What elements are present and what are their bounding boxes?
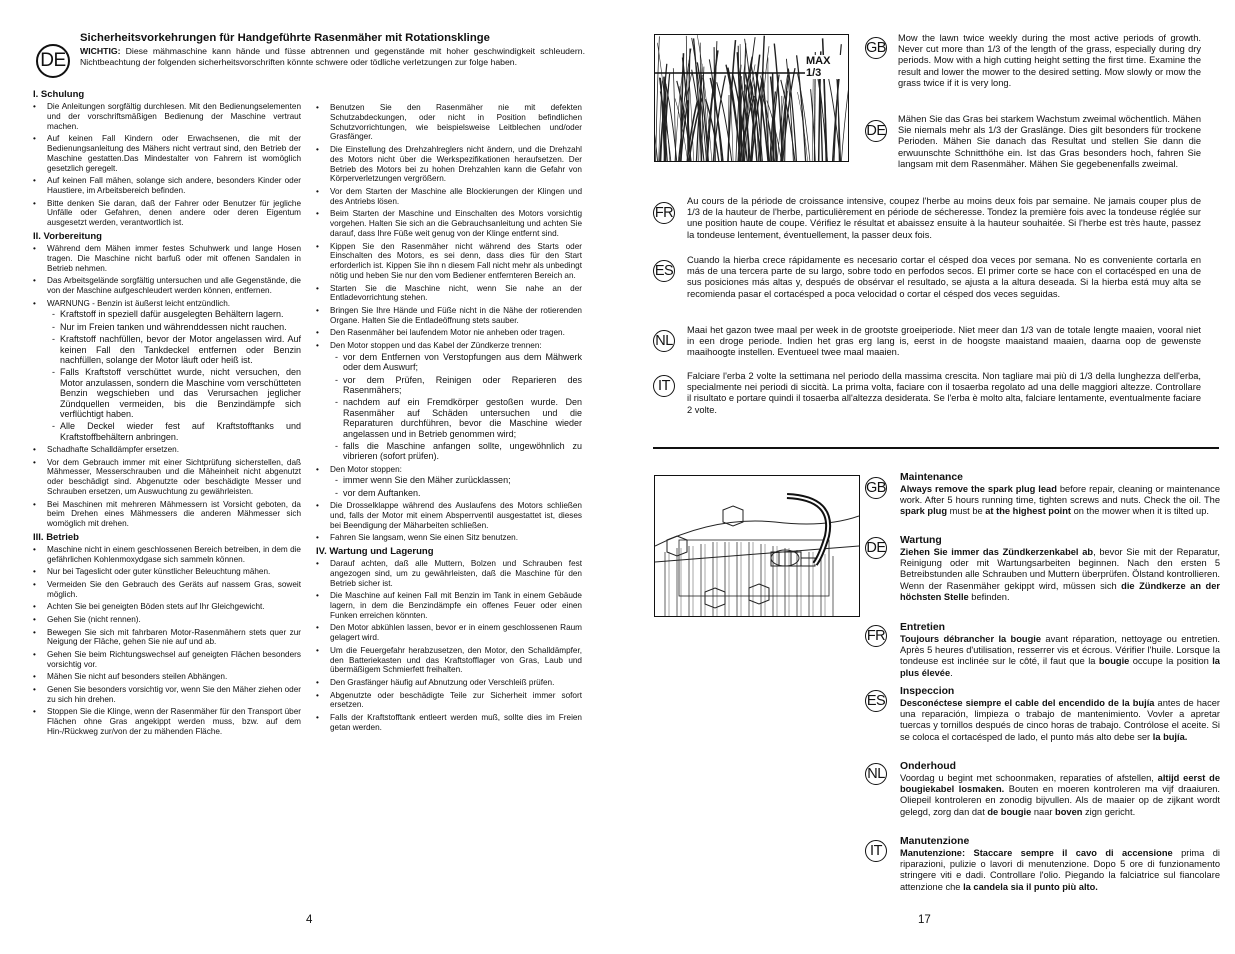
list-item-text: Achten Sie bei geneigten Böden stets auf Ihr Gleichgewicht. xyxy=(47,602,265,612)
list-item-text: Das Arbeitsgelände sorgfältig untersuchen und alle Gegenstände, die von der Maschine aufgeschleudert werden können, entfernen. xyxy=(47,276,301,295)
list-item-text: Mähen Sie nicht auf besonders steilen Abhängen. xyxy=(47,672,228,682)
emphasis-text: la plus élevée xyxy=(900,656,1220,678)
list-item xyxy=(33,299,301,443)
list-item xyxy=(33,276,301,296)
section-heading: IV. Wartung und Lagerung xyxy=(316,545,434,557)
right-page xyxy=(617,0,1235,954)
sub-list-item: - Nur im Freien tanken und währenddessen nicht rauchen. xyxy=(47,322,301,332)
list-item-text: Den Motor stoppen und das Kabel der Zündkerze trennen: xyxy=(330,340,542,350)
list-item-text: Kippen Sie den Rasenmäher nicht während des Starts oder Einschalten des Motors, es sei denn, dass dies für den Start erforderlich ist. Kippen Sie ihn n diesem Fall nicht mehr als unbedingt nötig und heben Sie nur den vom Bediener entfernteren Bereich an. xyxy=(330,241,582,280)
body-text: occupe la position xyxy=(1129,656,1213,667)
list-item-text: Falls der Kraftstofftank entleert werden muß, sollte dies im Freien getan werden. xyxy=(330,712,582,732)
emphasis-text: at the highest point xyxy=(985,506,1071,517)
language-badge-de-maint: DE xyxy=(865,537,887,559)
emphasis-text: Desconéctese siempre el cable del encendido de la bujía xyxy=(900,698,1155,708)
list-item-text: Vermeiden Sie den Gebrauch des Geräts auf nassem Gras, soweit möglich. xyxy=(47,579,301,599)
grass-blade xyxy=(798,74,810,161)
maintenance-gb xyxy=(900,472,1220,518)
list-item-text: Bitte denken Sie daran, daß der Fahrer oder Benutzer für jegliche Unfälle oder Gefahren, denen andere oder deren Eigentum ausgesetzt werden, verantwortlich ist. xyxy=(47,198,301,228)
list-item-text: Vor dem Gebrauch immer mit einer Sichtprüfung sicherstellen, daß Mähmesser, Messerschrauben und die Mäheinheit nicht abgenutzt oder beschädigt sind. Abgenutzte oder beschädigte Messer und Schrauben ersetzen, um Auswuchtung zu gewährleisten. xyxy=(47,457,301,496)
section-heading: I. Schulung xyxy=(33,89,85,100)
list-item-text: Um die Feuergefahr herabzusetzen, den Motor, den Schalldämpfer, den Batteriekasten und das Kraftstofflager von Gras, Laub und übermäßigem Schmierfett freihalten. xyxy=(330,645,582,675)
list-item xyxy=(316,145,582,184)
mow-text-de: Mähen Sie das Gras bei starkem Wachstum zweimal wöchentlich. Mähen Sie niemals mehr als 1/3 der Graslänge. Dies gilt besonders für trockene Perioden. Mähen Sie danach das Resultat und stellen Sie dann die erwuunschte Schnitthöhe ein. Ist das Gras besonders hoch, fahren Sie langsam mit dem Rasenmäher. Mähen Sie gegebenenfalls zweimal. xyxy=(898,114,1201,169)
body-text: befinden. xyxy=(968,591,1010,602)
list-item-text: Auf keinen Fall Kindern oder Erwachsenen, die mit der Bedienungsanleitung des Mähers nicht vertraut sind, den Betrieb der Maschine gestatten.Das Mindestalter von Fahrern ist womöglich gesetzlich geregelt. xyxy=(47,134,301,173)
page-number-right: 17 xyxy=(918,914,931,926)
emphasis-text: bougie xyxy=(1098,656,1130,667)
list-item xyxy=(316,691,582,711)
language-badge-nl-maint: NL xyxy=(865,763,887,785)
maintenance-de xyxy=(900,535,1220,603)
list-item xyxy=(33,580,301,600)
list-item xyxy=(316,306,582,326)
body-text: , bevor Sie mit der Reparatur, Reinigung oder mit Wartungsarbeiten beginnen. Nach den ersten 5 Betreibstunden alle Schrauben und Muttern überprüfen. Ölstand kontrollieren. Wenn der Rasenmäher gekippt wird, müssen sich xyxy=(900,547,1220,591)
mower-maintenance-illustration xyxy=(654,475,860,617)
middle-column xyxy=(316,103,582,735)
list-item xyxy=(33,615,301,625)
language-badge-de: DE xyxy=(36,44,70,78)
body-text: before repair, cleaning or maintenance work. After 5 hours running time, tighten screws and nuts. Check the oil. The xyxy=(900,484,1220,506)
body-text: naar xyxy=(1031,806,1056,817)
language-badge-nl-mow: NL xyxy=(653,330,675,352)
bullet-list xyxy=(33,244,301,529)
maintenance-heading: Entretien xyxy=(900,622,946,633)
grass-illustration-icon xyxy=(655,35,848,161)
sub-list xyxy=(47,309,301,442)
list-item-text: Die Anleitungen sorgfältig durchlesen. Mit den Bedienungselementen und der vorschriftsmäßigen Bedienung der Maschine vertraut machen. xyxy=(47,102,301,131)
list-item-text: Nur bei Tageslicht oder guter künstlicher Beleuchtung mähen. xyxy=(47,567,271,577)
list-item xyxy=(33,707,301,736)
body-text: Bouten en moeren kontroleren ma vijf draaiuren. Oliepeil kontroleren en zonodig bijvullen. Als de maaier op de zijkant wordt gelegd, zorg dan dat xyxy=(900,784,1220,817)
maintenance-heading: Manutenzione xyxy=(900,836,970,847)
list-item-text: Schadhafte Schalldämpfer ersetzen. xyxy=(47,445,179,454)
body-text: avant réparation, nettoyage ou entretien. Après 5 heures d'utilisation, resserrer vis et écrous. Vérifier l'huile. Lorsque la tondeuse est inclinée sur le côté, il faut que la xyxy=(900,634,1220,667)
list-item-text: Fahren Sie langsam, wenn Sie einen Sitz benutzen. xyxy=(330,533,518,543)
list-item xyxy=(316,103,582,142)
language-badge-gb-maint: GB xyxy=(865,477,887,499)
list-item xyxy=(316,533,582,543)
sub-list-item: - Falls Kraftstoff verschüttet wurde, nicht versuchen, den Motor anzulassen, sondern die Maschine vom verschütteten Benzin wegschieben und das Verursachen jeglicher Zündquellen vermeiden, bis die Benzindämpfe sich verflüchtigt haben. xyxy=(47,367,301,419)
list-item-text: Vor dem Starten der Maschine alle Blockierungen der Klingen und des Antriebs lösen. xyxy=(330,186,582,206)
sub-list-item: - vor dem Entfernen von Verstopfungen aus dem Mähwerk oder dem Auswurf; xyxy=(330,352,582,373)
list-item-text: Den Rasenmäher bei laufendem Motor nie anheben oder tragen. xyxy=(330,328,565,338)
list-item-text: Gehen Sie beim Richtungswechsel auf geneigten Flächen besonders vorsichtig vor. xyxy=(47,649,301,669)
list-item-text: Abgenutzte oder beschädigte Teile zur Sicherheit immer sofort ersetzen. xyxy=(330,690,582,710)
grass-cutting-illustration xyxy=(654,34,849,162)
maintenance-text xyxy=(900,848,1220,893)
page-number-left: 4 xyxy=(306,914,313,926)
list-item xyxy=(316,501,582,530)
emphasis-text: Always remove the spark plug lead xyxy=(900,484,1057,494)
emphasis-text: Toujours débrancher la bougie xyxy=(900,634,1042,644)
mow-text-nl: Maai het gazon twee maal per week in de grootste groeiperiode. Niet meer dan 1/3 van de totale lengte maaien, vooral niet in een droge periode. Indien het gras erg lang is, eerst in de hoogste maaistand maaien, daarna oop de gewenste maaihoogte instellen. Eventueel twee maal maaien. xyxy=(687,325,1201,358)
max-cut-label: MAX 1/3 xyxy=(805,55,848,79)
sub-list xyxy=(330,352,582,462)
sub-list-item: - immer wenn Sie den Mäher zurücklassen; xyxy=(330,475,582,485)
list-item xyxy=(316,678,582,688)
list-item-text: WARNUNG - Benzin ist äußerst leicht entzündlich. xyxy=(47,298,231,308)
list-item xyxy=(316,209,582,238)
page-title: Sicherheitsvorkehrungen für Handgeführte Rasenmäher mit Rotationsklinge xyxy=(80,32,490,44)
list-item xyxy=(33,672,301,682)
emphasis-text: altijd eerst de bougiekabel losmaken. xyxy=(900,773,1221,795)
maintenance-heading: Inspeccion xyxy=(900,686,955,697)
list-item-text: Die Maschine auf keinen Fall mit Benzin im Tank in einem Gebäude lagern, in dem die Benzindämpfe ein offenes Feuer oder einen Funken erreichen könnten. xyxy=(330,591,582,620)
list-item-text: Gehen Sie (nicht rennen). xyxy=(47,614,141,624)
list-item xyxy=(33,545,301,565)
maintenance-text xyxy=(900,547,1220,603)
list-item xyxy=(316,341,582,462)
mow-text-gb: Mow the lawn twice weekly during the most active periods of growth. Never cut more than 1/3 of the length of the grass, especially during dry periods. Mow with a high cutting height setting the first time. Examine the result and lower the mower to the desired setting. Mow slowly or mow the grass twice if it is very long. xyxy=(898,33,1201,88)
list-item xyxy=(33,628,301,648)
body-text: must be xyxy=(947,506,986,517)
sub-list xyxy=(330,475,582,498)
list-item-text: Den Motor stoppen: xyxy=(330,464,402,474)
language-badge-it-mow: IT xyxy=(653,375,675,397)
bullet-list xyxy=(316,103,582,543)
list-item-text: Den Grasfänger häufig auf Abnutzung oder Verschleiß prüfen. xyxy=(330,677,555,687)
body-text: prima di riparazioni, pulizie o lavori di menutenzione. Dopo 5 ore di funzionamento stringere viti e dadi. Controllare l'olio. Piegando la falciatrice sul fiancolare attenzione che xyxy=(900,848,1220,892)
intro-label: WICHTIG: xyxy=(80,46,121,56)
list-item xyxy=(33,500,301,529)
maintenance-heading: Maintenance xyxy=(900,472,963,483)
sub-list-item: - Kraftstoff in speziell dafür ausgelegten Behältern lagern. xyxy=(47,309,301,319)
grass-blade xyxy=(744,91,745,161)
emphasis-text: de bougie xyxy=(987,806,1032,817)
left-column xyxy=(33,89,301,740)
sub-list-item: - Alle Deckel wieder fest auf Kraftstofftanks und Kraftstoffbehältern anbringen. xyxy=(47,421,301,442)
body-text: on the mower when it is tilted up. xyxy=(1071,506,1209,517)
list-item xyxy=(33,685,301,705)
maintenance-text xyxy=(900,698,1220,743)
list-item-text: Die Einstellung des Drehzahlreglers nicht ändern, und die Drehzahl des Motors nicht über die Werkspezifikationen heraufsetzen. Der Betrieb des Motors bei zu hohen Drehzahlen kann die Gefahr von Körperverletzungen vergrößern. xyxy=(330,144,582,184)
sub-list-item: - nachdem auf ein Fremdkörper gestoßen wurde. Den Rasenmäher auf Schäden untersuchen und die Reparaturen durchführen, bevor die Maschine wieder angelassen und in Betrieb genommen wird; xyxy=(330,397,582,439)
language-badge-es-maint: ES xyxy=(865,690,887,712)
bullet-list xyxy=(33,102,301,228)
emphasis-text: la bujía. xyxy=(1152,731,1188,742)
mower-spark-plug-illustration-icon xyxy=(655,476,859,616)
list-item-text: Starten Sie die Maschine nicht, wenn Sie nahe an der Entladevorrichtung stehen. xyxy=(330,283,582,303)
list-item xyxy=(316,646,582,675)
list-item xyxy=(316,623,582,643)
emphasis-text: la candela sia il punto più alto. xyxy=(963,881,1098,892)
maintenance-it xyxy=(900,836,1220,893)
body-text: Voordag u begint met schoonmaken, reparaties of afstellen, xyxy=(900,773,1158,783)
maintenance-es xyxy=(900,686,1220,743)
language-badge-fr-mow: FR xyxy=(653,202,675,224)
body-text: antes de hacer una reparación, limpieza o trabajo de mantenimiento. Vovler a apretar tuercas y tornillos después de cinco horas de trabajo. Contrólose el aceite. Si se coloca el cortacésped de lado, el punto más alto debe ser xyxy=(900,698,1220,742)
section-heading: II. Vorbereitung xyxy=(33,230,102,242)
mow-text-es: Cuando la hierba crece rápidamente es necesario cortar el césped doa veces por semana. No es conveniente cortarla en más de una tercera parte de su largo, sobre todo en perfodos secos. El primer corte se hace con el cortacésped en una de sus posiciones más altas y, después de obsérvar el resultado, se ajusta a la altura deseada. Si la hierba está muy alta se recomienda pasar el cortacésped a poca velocidad o cortar el césped dos veces seguidas. xyxy=(687,255,1201,299)
list-item-text: Den Motor abkühlen lassen, bevor er in einem geschlossenen Raum gelagert wird. xyxy=(330,623,582,643)
maintenance-text xyxy=(900,634,1220,679)
list-item xyxy=(316,465,582,499)
sub-list-item: - vor dem Prüfen, Reinigen oder Reparieren des Rasenmähers; xyxy=(330,375,582,396)
language-badge-gb-mow: GB xyxy=(865,37,887,59)
language-badge-it-maint: IT xyxy=(865,840,887,862)
list-item xyxy=(316,284,582,304)
language-badge-es-mow: ES xyxy=(653,260,675,282)
list-item xyxy=(316,187,582,207)
sub-list-item: - Kraftstoff nachfüllen, bevor der Motor angelassen wird. Auf keinen Fall den Tankdeckel entfernen oder Benzin nachfüllen, solange der Motor läuft oder heiß ist. xyxy=(47,334,301,365)
list-item-text: Beim Starten der Maschine und Einschalten des Motors vorsichtig vorgehen. Halten Sie sich an die Gebrauchsanleitung und achten Sie darauf, dass Ihre Füße weit genug von der Klinge entfernt sind. xyxy=(330,209,582,238)
maintenance-text xyxy=(900,773,1220,818)
list-item-text: Während dem Mähen immer festes Schuhwerk und lange Hosen tragen. Die Maschine nicht barfuß oder mit offenen Sandalen in Betrieb nehmen. xyxy=(47,243,301,273)
emphasis-text: Ziehen Sie immer das Zündkerzenkabel ab xyxy=(900,547,1094,557)
intro-warning xyxy=(80,46,585,68)
list-item xyxy=(316,242,582,281)
list-item-text: Bewegen Sie sich mit fahrbaren Motor-Rasenmähern stets quer zur Neigung der Fläche, gehen Sie nie auf und ab. xyxy=(47,627,301,647)
emphasis-text: boven xyxy=(1055,806,1083,817)
maintenance-heading: Onderhoud xyxy=(900,761,956,772)
body-text: zign gericht. xyxy=(1082,806,1136,817)
maintenance-fr xyxy=(900,622,1220,679)
list-item-text: Benutzen Sie den Rasenmäher nie mit defekten Schutzabdeckungen, oder nicht in Position befindlichen Schutzvorrichtungen, wie beispielsweise Leitblechen und/oder Grasfänger. xyxy=(330,103,582,142)
language-badge-de-mow: DE xyxy=(865,120,887,142)
sub-list-item: - falls die Maschine anfangen sollte, ungewöhnlich zu vibrieren (sofort prüfen). xyxy=(330,441,582,462)
list-item-text: Bringen Sie Ihre Hände und Füße nicht in die Nähe der rotierenden Organe. Halten Sie die Entladeöffnung stets sauber. xyxy=(330,305,582,325)
list-item xyxy=(316,328,582,338)
list-item-text: Auf keinen Fall mähen, solange sich andere, besonders Kinder oder Haustiere, im Arbeitsbereich befinden. xyxy=(47,176,301,195)
list-item xyxy=(316,713,582,733)
maintenance-heading: Wartung xyxy=(900,535,942,546)
list-item-text: Maschine nicht in einem geschlossenen Bereich betreiben, in dem die gefährlichen Kohlenmoxydgase sich sammeln können. xyxy=(47,544,301,564)
list-item xyxy=(33,134,301,173)
bullet-list xyxy=(316,559,582,733)
list-item xyxy=(33,650,301,670)
section-divider xyxy=(653,447,1219,449)
language-badge-fr-maint: FR xyxy=(865,625,887,647)
list-item xyxy=(33,445,301,455)
list-item xyxy=(33,458,301,497)
list-item-text: Stoppen Sie die Klinge, wenn der Rasenmäher für den Transport über Flächen ohne Gras angekippt werden muss, bzw. auf dem Hin-/Rückweg zur/von der zu mähenden Fläche. xyxy=(47,707,301,736)
list-item xyxy=(33,567,301,577)
grass-blade xyxy=(656,36,660,161)
body-text: . xyxy=(950,667,953,678)
emphasis-text: Manutenzione: Staccare sempre il cavo di accensione xyxy=(900,848,1173,858)
list-item-text: Darauf achten, daß alle Muttern, Bolzen und Schrauben fest angezogen sind, um zu gewährleisten, daß die Maschine für den Betrieb sicher ist. xyxy=(330,558,582,588)
emphasis-text: spark plug xyxy=(900,506,948,517)
list-item-text: Die Drosselklappe während des Auslaufens des Motors schließen und, falls der Motor mit einem Absperrventil ausgestattet ist, dieses bei Beendigung der Mäharbeiten schließen. xyxy=(330,500,582,530)
emphasis-text: die Zündkerze an der höchsten Stelle xyxy=(900,580,1220,602)
maintenance-nl xyxy=(900,761,1220,818)
list-item-text: Genen Sie besonders vorsichtig vor, wenn Sie den Mäher ziehen oder zu sich hin drehen. xyxy=(47,684,301,704)
list-item xyxy=(33,176,301,196)
list-item xyxy=(316,559,582,588)
bullet-list xyxy=(33,545,301,737)
list-item xyxy=(33,244,301,273)
list-item xyxy=(33,102,301,131)
maintenance-text xyxy=(900,484,1220,518)
section-heading: III. Betrieb xyxy=(33,531,79,543)
mow-text-fr: Au cours de la période de croissance intensive, coupez l'herbe au moins deux fois par semaine. Ne jamais couper plus de 1/3 de la hauteur de l'herbe, particulièrement en période de sécheresse. Tondez la première fois avec la tondeuse réglée sur une position haute de coupe. Vérifiez le résultat et abaissez ensuite à la hauteur souhaitée. Si l'herbe est très haute, passez la tondeuse lentement, éventuellement, la passer deux fois. xyxy=(687,196,1201,240)
list-item-text: Bei Maschinen mit mehreren Mähmessern ist Vorsicht geboten, da beim Drehen eines Mähmessers die anderen Mähmesser sich womöglich mit drehen. xyxy=(47,499,301,529)
sub-list-item: - vor dem Auftanken. xyxy=(330,488,582,498)
grass-blade xyxy=(673,68,675,161)
mow-text-it: Falciare l'erba 2 volte la settimana nel periodo della massima crescita. Non tagliare mai più di 1/3 della lunghezza dell'erba, specialmente nei periodi di siccità. La prima volta, faciare con il tosaerba regolato ad una delle maggiori altezze. Controllare il risultato e portare quindi il tosaerba all'altezza desiderata. Se l'erba è molto alta, falciare lentamente, eventualmente faciare 2 volte. xyxy=(687,371,1201,415)
list-item xyxy=(33,199,301,228)
list-item xyxy=(316,591,582,620)
left-page xyxy=(0,0,617,954)
list-item xyxy=(33,602,301,612)
intro-text: Diese mähmaschine kann hände und füsse abtrennen und gegenstände mit hoher geschwindigkeit schleudern. Nichtbeachtung der folgenden sicherheitsvorschriften könnte schwere oder tödliche verletzungen zur folge haben. xyxy=(80,46,585,67)
